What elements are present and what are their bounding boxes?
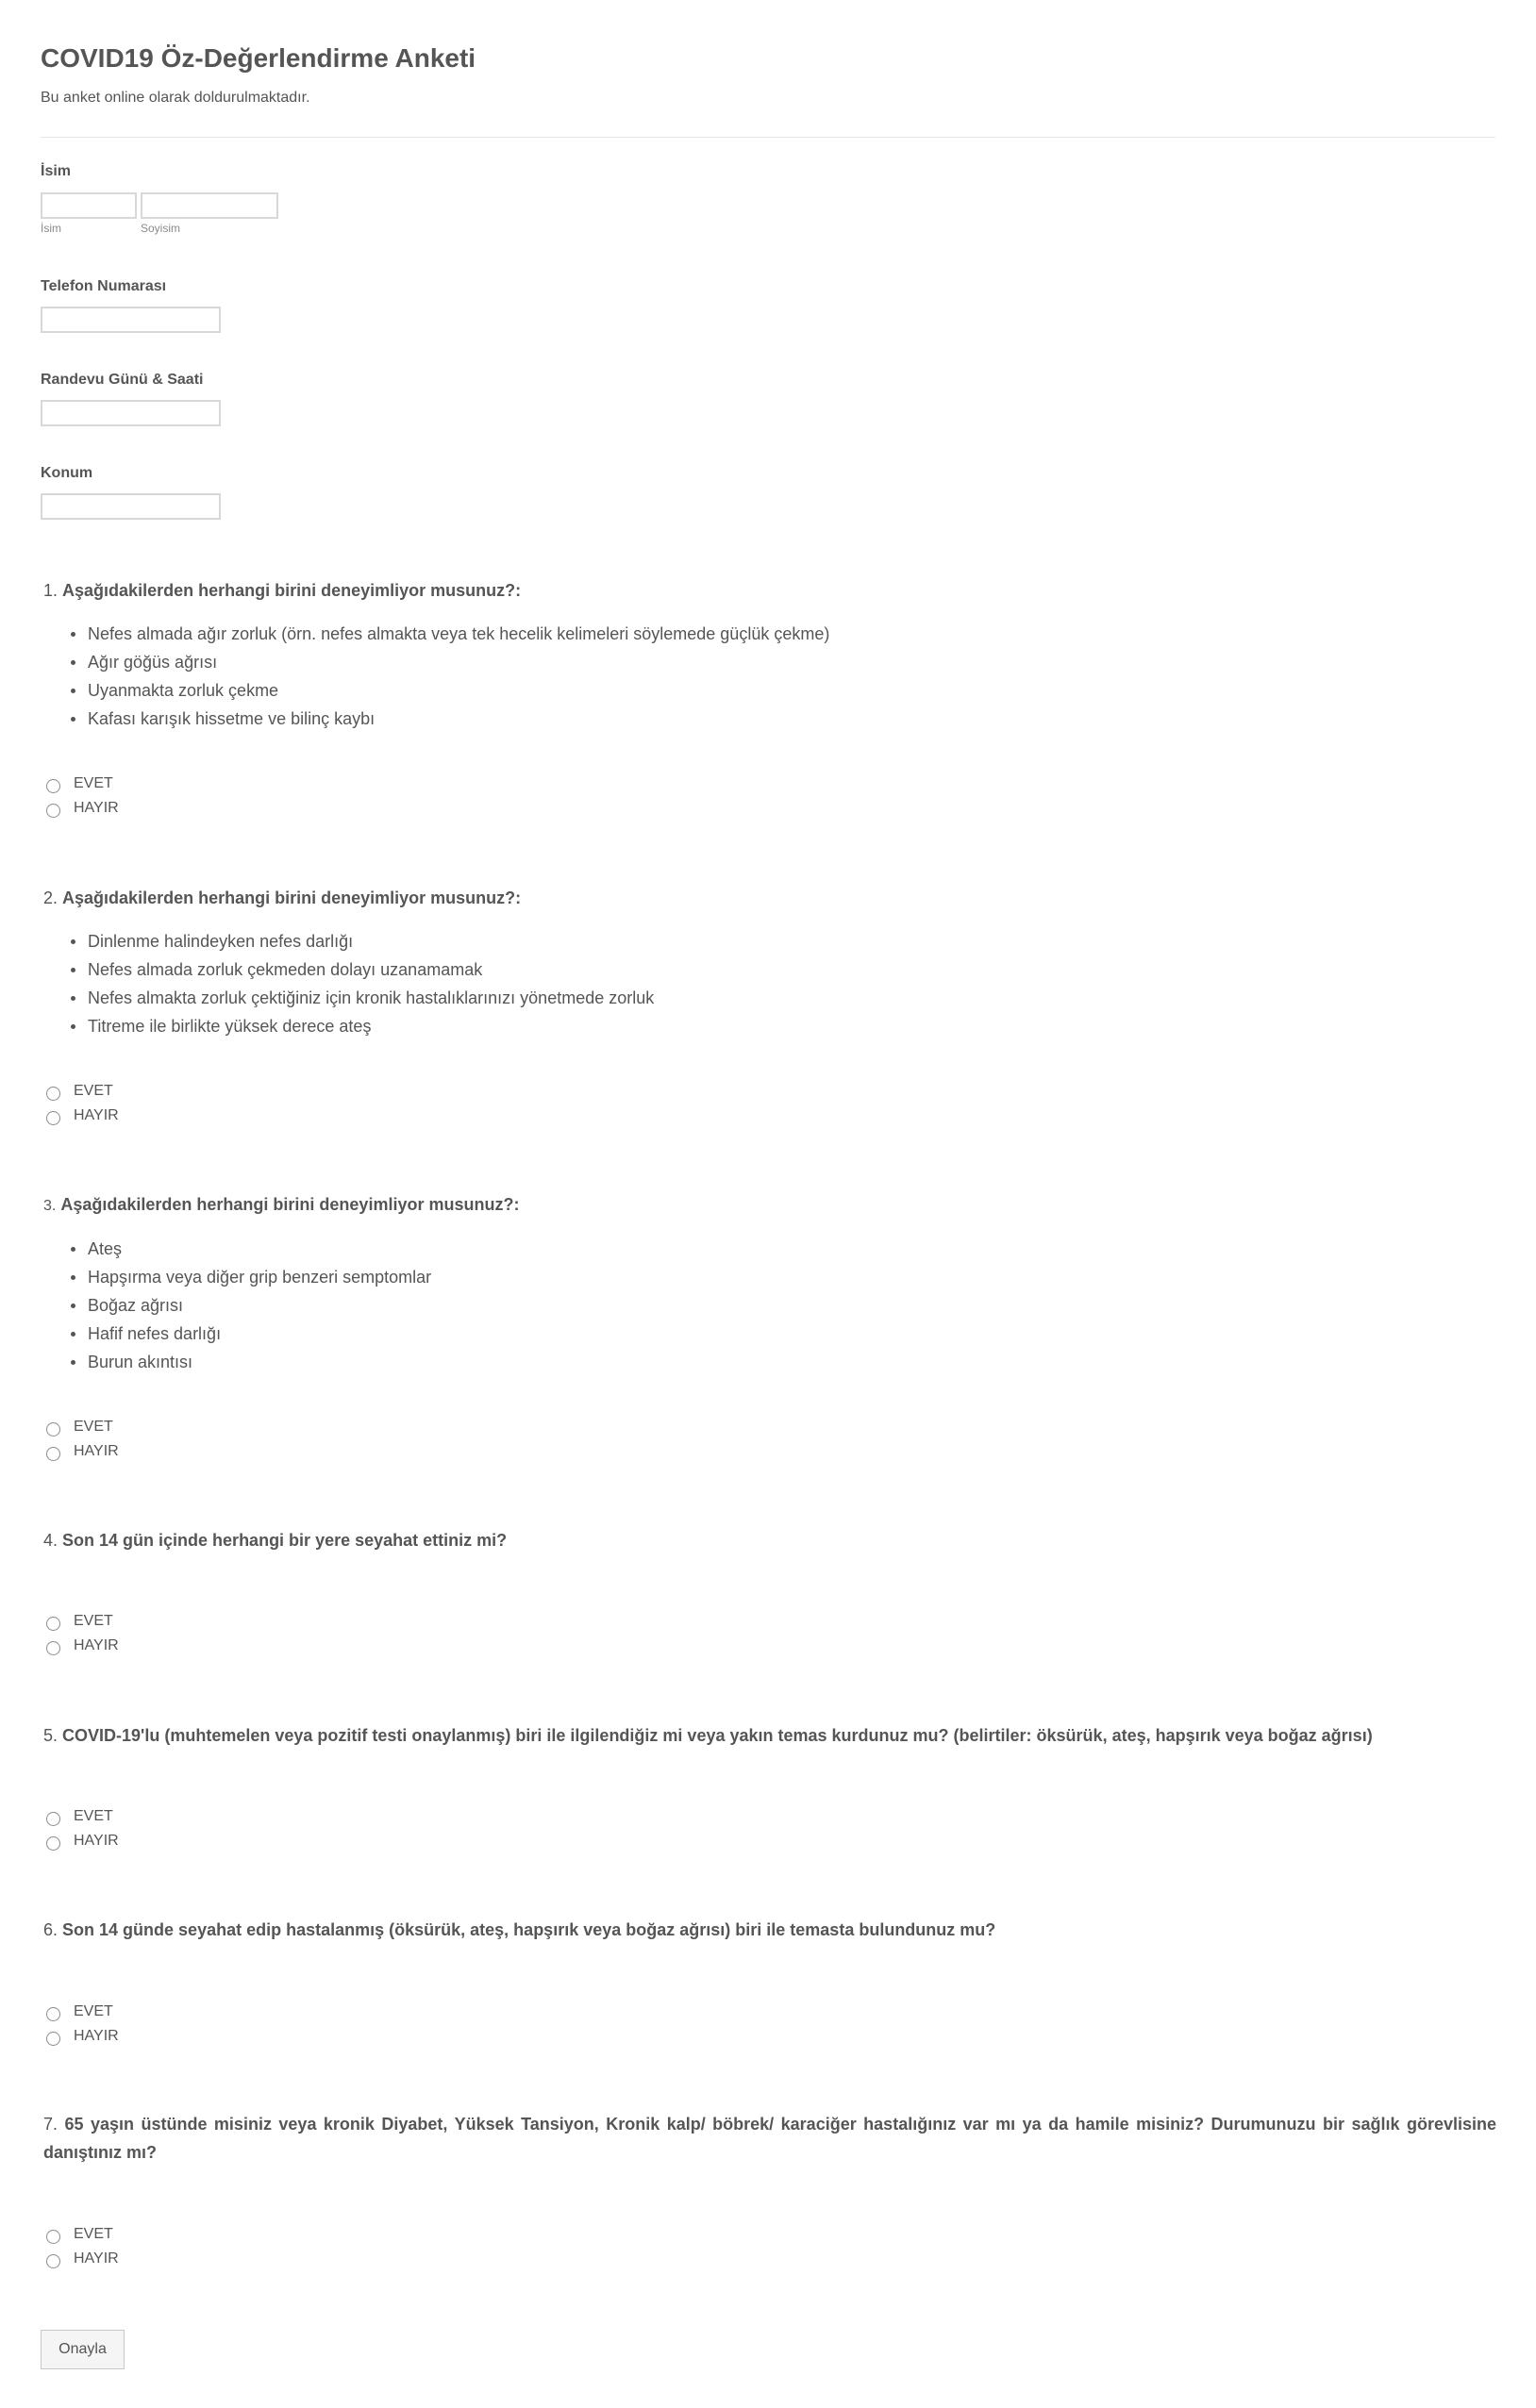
q6-option-evet[interactable]	[46, 2000, 113, 2024]
question-number: 4.	[43, 1531, 58, 1550]
radio-label: EVET	[74, 1613, 113, 1629]
radio-button[interactable]	[46, 1087, 60, 1101]
radio-button[interactable]	[46, 2254, 60, 2268]
question-text: Aşağıdakilerden herhangi birini deneyimliyor musunuz?:	[62, 888, 522, 907]
list-item: Boğaz ağrısı	[41, 1291, 431, 1320]
appointment-input[interactable]	[41, 400, 221, 426]
radio-button[interactable]	[46, 1447, 60, 1461]
location-input[interactable]	[41, 493, 221, 520]
list-item: Titreme ile birlikte yüksek derece ateş	[41, 1012, 654, 1040]
radio-button[interactable]	[46, 1836, 60, 1851]
q5-option-evet[interactable]	[46, 1804, 113, 1829]
header-divider	[41, 137, 1495, 138]
q4-option-hayir[interactable]	[46, 1634, 119, 1658]
radio-label: HAYIR	[74, 1107, 119, 1123]
question-3	[43, 1190, 1496, 1221]
question-5	[43, 1721, 1496, 1750]
radio-button[interactable]	[46, 2032, 60, 2046]
radio-button[interactable]	[46, 2007, 60, 2021]
q7-option-evet[interactable]	[46, 2222, 113, 2247]
list-item: Ağır göğüs ağrısı	[41, 648, 829, 676]
question-3-symptom-list	[41, 1235, 431, 1376]
radio-label: EVET	[74, 1083, 113, 1099]
radio-label: EVET	[74, 1419, 113, 1435]
q6-option-hayir[interactable]	[46, 2024, 119, 2049]
radio-label: HAYIR	[74, 1637, 119, 1653]
question-text: COVID-19'lu (muhtemelen veya pozitif testi onaylanmış) biri ile ilgilendiğiz mi veya yakın temas kurdunuz mu? (belirtiler: öksürük, ateş, hapşırık veya boğaz ağrısı)	[62, 1726, 1373, 1745]
question-1-symptom-list	[41, 620, 829, 733]
submit-button[interactable]: Onayla	[41, 2330, 125, 2369]
q3-option-evet[interactable]	[46, 1415, 113, 1439]
question-number: 6.	[43, 1920, 58, 1939]
question-text: Aşağıdakilerden herhangi birini deneyimliyor musunuz?:	[62, 581, 522, 600]
radio-button[interactable]	[46, 2230, 60, 2244]
radio-button[interactable]	[46, 1812, 60, 1826]
q3-option-hayir[interactable]	[46, 1439, 119, 1464]
radio-button[interactable]	[46, 1641, 60, 1655]
radio-label: HAYIR	[74, 1833, 119, 1849]
q5-option-hayir[interactable]	[46, 1829, 119, 1853]
radio-button[interactable]	[46, 804, 60, 818]
question-number: 3.	[43, 1198, 57, 1214]
question-number: 2.	[43, 888, 58, 907]
form-title: COVID19 Öz-Değerlendirme Anketi	[41, 43, 476, 73]
list-item: Nefes almada ağır zorluk (örn. nefes almakta veya tek hecelik kelimeleri söylemede güçlük çekme)	[41, 620, 829, 648]
list-item: Kafası karışık hissetme ve bilinç kaybı	[41, 705, 829, 733]
appointment-label: Randevu Günü & Saati	[41, 372, 204, 388]
question-text: Son 14 günde seyahat edip hastalanmış (öksürük, ateş, hapşırık veya boğaz ağrısı) biri ile temasta bulundunuz mu?	[62, 1920, 996, 1939]
radio-label: HAYIR	[74, 2250, 119, 2267]
list-item: Hafif nefes darlığı	[41, 1320, 431, 1348]
question-2	[43, 884, 1496, 912]
radio-button[interactable]	[46, 1422, 60, 1436]
question-6	[43, 1916, 1496, 1944]
q1-option-hayir[interactable]	[46, 796, 119, 821]
question-2-symptom-list	[41, 927, 654, 1040]
radio-label: EVET	[74, 1808, 113, 1824]
radio-button[interactable]	[46, 1111, 60, 1125]
radio-label: EVET	[74, 2003, 113, 2019]
location-label: Konum	[41, 465, 93, 481]
first-name-sublabel: İsim	[41, 222, 61, 235]
q4-option-evet[interactable]	[46, 1609, 113, 1634]
list-item: Burun akıntısı	[41, 1348, 431, 1376]
question-number: 1.	[43, 581, 58, 600]
name-label: İsim	[41, 163, 72, 179]
list-item: Hapşırma veya diğer grip benzeri semptomlar	[41, 1263, 431, 1291]
question-number: 7.	[43, 2115, 58, 2134]
list-item: Ateş	[41, 1235, 431, 1263]
list-item: Nefes almada zorluk çekmeden dolayı uzanamamak	[41, 955, 654, 984]
question-number: 5.	[43, 1726, 58, 1745]
list-item: Dinlenme halindeyken nefes darlığı	[41, 927, 654, 955]
question-text: Son 14 gün içinde herhangi bir yere seyahat ettiniz mi?	[62, 1531, 508, 1550]
question-7	[43, 2110, 1496, 2167]
list-item: Uyanmakta zorluk çekme	[41, 676, 829, 705]
last-name-sublabel: Soyisim	[141, 222, 181, 235]
radio-label: EVET	[74, 2226, 113, 2242]
radio-label: EVET	[74, 775, 113, 791]
radio-button[interactable]	[46, 1617, 60, 1631]
list-item: Nefes almakta zorluk çektiğiniz için kronik hastalıklarınızı yönetmede zorluk	[41, 984, 654, 1012]
radio-label: HAYIR	[74, 800, 119, 816]
last-name-input[interactable]	[141, 192, 278, 219]
first-name-input[interactable]	[41, 192, 137, 219]
radio-label: HAYIR	[74, 1443, 119, 1459]
question-text: 65 yaşın üstünde misiniz veya kronik Diyabet, Yüksek Tansiyon, Kronik kalp/ böbrek/ karaciğer hastalığınız var mı ya da hamile misiniz? Durumunuzu bir sağlık görevlisine danıştınız mı?	[43, 2115, 1496, 2162]
question-1	[43, 576, 1496, 605]
question-text: Aşağıdakilerden herhangi birini deneyimliyor musunuz?:	[60, 1195, 520, 1214]
radio-label: HAYIR	[74, 2028, 119, 2044]
question-4	[43, 1526, 1496, 1554]
q7-option-hayir[interactable]	[46, 2247, 119, 2271]
q1-option-evet[interactable]	[46, 772, 113, 796]
q2-option-evet[interactable]	[46, 1079, 113, 1104]
phone-label: Telefon Numarası	[41, 278, 167, 294]
q2-option-hayir[interactable]	[46, 1104, 119, 1128]
radio-button[interactable]	[46, 779, 60, 793]
form-subtitle: Bu anket online olarak doldurulmaktadır.	[41, 90, 310, 106]
phone-input[interactable]	[41, 307, 221, 333]
